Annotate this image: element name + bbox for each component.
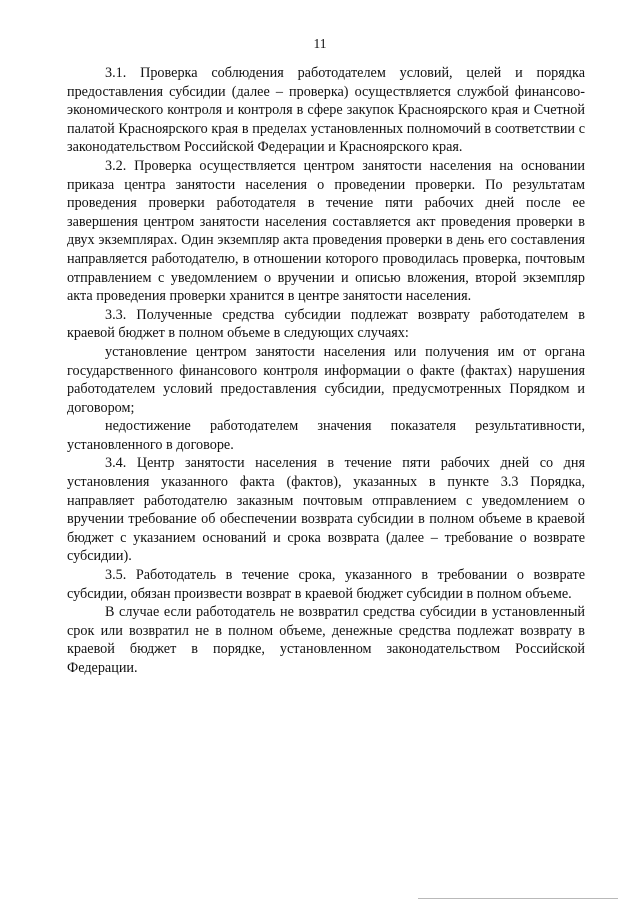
scan-edge-line bbox=[418, 898, 618, 899]
paragraph-3-3-case-2: недостижение работодателем значения показателя результативности, установленного в договоре. bbox=[67, 418, 585, 453]
paragraph-3-5: 3.5. Работодатель в течение срока, указанного в требовании о возврате субсидии, обязан произвести возврат в краевой бюджет субсидии в полном объеме. bbox=[67, 567, 585, 602]
paragraph-3-3-case-1: установление центром занятости населения или получения им от органа государственного финансового контроля информации о факте (фактах) нарушения работодателем условий предоставления субсидии, предусмотренных Порядком и договором; bbox=[67, 343, 585, 416]
page-number: 11 bbox=[313, 36, 327, 51]
paragraph-3-2: 3.2. Проверка осуществляется центром занятости населения на основании приказа центра занятости населения о проведении проверки. По результатам проведения проверки работодателя в течение пяти рабочих дней после ее завершения центром занятости населения составляется акт проведения проверки в двух экземплярах. Один экземпляр акта проведения проверки в день его составления направляется работодателю, в отношении которого проводилась проверка, почтовым отправлением с уведомлением о вручении и описью вложения, второй экземпляр акта проведения проверки хранится в центре занятости населения. bbox=[67, 157, 585, 305]
document-body bbox=[67, 64, 585, 678]
paragraph-3-1: 3.1. Проверка соблюдения работодателем условий, целей и порядка предоставления субсидии (далее – проверка) осуществляется службой финансово-экономического контроля и контроля в сфере закупок Красноярского края и Счетной палатой Красноярского края в пределах установленных полномочий в соответствии с законодательством Российской Федерации и Красноярского края. bbox=[67, 65, 585, 156]
paragraph-3-3: 3.3. Полученные средства субсидии подлежат возврату работодателем в краевой бюджет в полном объеме в следующих случаях: bbox=[67, 306, 585, 342]
paragraph-refund-clause: В случае если работодатель не возвратил средства субсидии в установленный срок или возвратил не в полном объеме, денежные средства подлежат возврату в краевой бюджет в порядке, установленном законодательством Российской Федерации. bbox=[67, 604, 585, 676]
paragraph-3-4: 3.4. Центр занятости населения в течение пяти рабочих дней со дня установления указанного факта (фактов), указанных в пункте 3.3 Порядка, направляет работодателю заказным почтовым отправлением с уведомлением о вручении требование об обеспечении возврата субсидии в полном объеме в краевой бюджет с указанием оснований и срока возврата (далее – требование о возврате субсидии). bbox=[67, 455, 585, 565]
